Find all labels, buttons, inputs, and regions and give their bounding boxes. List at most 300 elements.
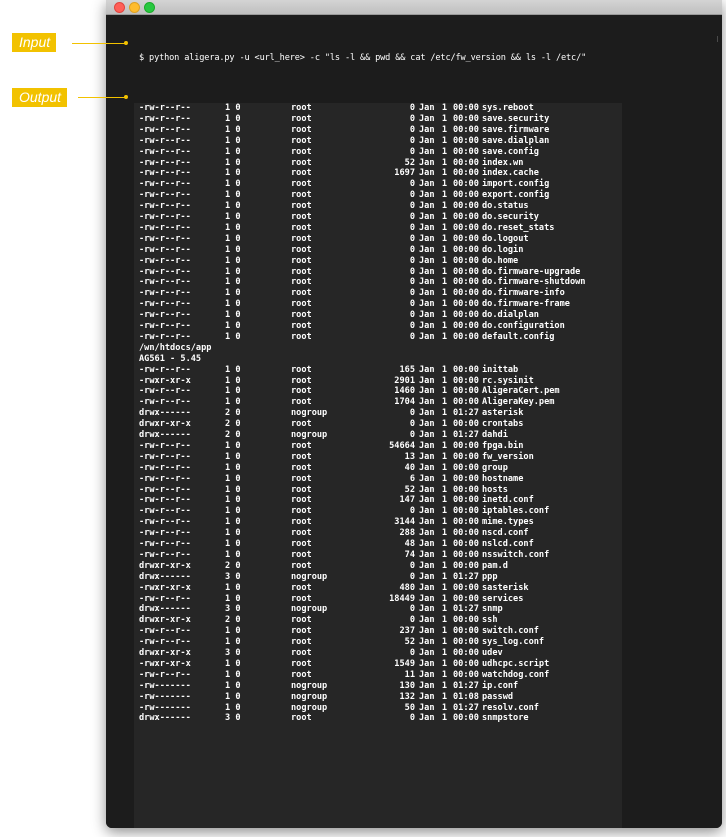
listing-perm-cell: drwx------ [139, 713, 191, 724]
listing-name-cell: ssh [482, 615, 498, 626]
listing-day-cell: 1 [441, 539, 447, 549]
listing-month-cell: Jan [419, 375, 435, 386]
listing-day-cell: 1 [441, 604, 447, 615]
window-titlebar [106, 0, 722, 15]
listing-links-cell: 1 0 [225, 310, 241, 321]
listing-perm-cell: -rw-r--r-- [139, 593, 191, 604]
listing-size-cell: 130 [399, 680, 415, 691]
listing-perm-cell: -rwxr-xr-x [139, 658, 191, 669]
listing-perm-cell: -rw------- [139, 702, 191, 713]
terminal-window [106, 0, 722, 828]
listing-time-cell: 00:00 [453, 375, 479, 386]
listing-day-cell: 1 [441, 364, 447, 375]
listing-day-cell: 1 [441, 571, 447, 582]
listing-size-cell: 2901 [394, 375, 415, 386]
listing-owner-cell: nogroup [291, 408, 328, 419]
listing-day-cell: 1 [441, 430, 447, 440]
listing-links-cell: 3 0 [225, 604, 241, 615]
listing-day-cell: 1 [441, 462, 447, 473]
listing-day-cell: 1 [441, 201, 447, 212]
listing-month-cell: Jan [419, 244, 435, 255]
listing-owner-cell: root [291, 266, 312, 277]
listing-month-cell: Jan [419, 397, 435, 408]
listing-name-cell: do.logout [482, 233, 529, 244]
listing-day-cell: 1 [441, 212, 447, 222]
listing-owner-cell: root [291, 626, 312, 637]
listing-size-cell: 3144 [394, 517, 415, 528]
listing-month-cell: Jan [419, 658, 435, 669]
listing-perm-cell: -rw-r--r-- [139, 549, 191, 560]
listing-perm-cell: drwx------ [139, 604, 191, 615]
listing-owner-cell: nogroup [291, 604, 328, 615]
listing-perm-cell: -rw-r--r-- [139, 113, 191, 124]
listing-size-cell: 288 [399, 528, 415, 539]
listing-month-cell: Jan [419, 560, 435, 571]
listing-perm-cell: -rwxr-xr-x [139, 375, 191, 386]
listing-month-cell: Jan [419, 430, 435, 440]
listing-links-cell: 1 0 [225, 113, 241, 124]
listing-month-cell: Jan [419, 212, 435, 222]
listing-month-cell: Jan [419, 506, 435, 517]
listing-perm-cell: drwxr-xr-x [139, 419, 191, 430]
listing-size-cell: 237 [399, 626, 415, 637]
listing-name-cell: do.firmware-upgrade [482, 266, 581, 277]
listing-name-cell: rc.sysinit [482, 375, 534, 386]
listing-size-cell: 1704 [394, 397, 415, 408]
listing-day-cell: 1 [441, 713, 447, 724]
listing-time-cell: 00:00 [453, 135, 479, 146]
listing-links-cell: 1 0 [225, 397, 241, 408]
listing-month-cell: Jan [419, 593, 435, 604]
listing-size-cell: 132 [399, 691, 415, 702]
listing-links-cell: 1 0 [225, 702, 241, 713]
listing-links-cell: 1 0 [225, 266, 241, 277]
listing-size-cell: 147 [399, 495, 415, 506]
listing-day-cell: 1 [441, 255, 447, 266]
listing-owner-cell: root [291, 321, 312, 331]
listing-owner-cell: root [291, 168, 312, 179]
listing-perm-cell: -rw-r--r-- [139, 539, 191, 549]
listing-day-cell: 1 [441, 331, 447, 342]
listing-day-cell: 1 [441, 124, 447, 135]
listing-month-cell: Jan [419, 528, 435, 539]
listing-time-cell: 00:00 [453, 321, 479, 331]
listing-name-cell: save.config [482, 146, 539, 157]
listing-time-cell: 00:00 [453, 637, 479, 648]
listing-perm-cell: drwxr-xr-x [139, 615, 191, 626]
listing-name-cell: default.config [482, 331, 555, 342]
output-annotation-line [78, 97, 126, 98]
listing-perm-cell: -rw-r--r-- [139, 222, 191, 233]
listing-month-cell: Jan [419, 233, 435, 244]
listing-links-cell: 1 0 [225, 364, 241, 375]
listing-name-cell: index.wn [482, 157, 524, 168]
listing-day-cell: 1 [441, 637, 447, 648]
listing-day-cell: 1 [441, 560, 447, 571]
listing-day-cell: 1 [441, 103, 447, 113]
listing-day-cell: 1 [441, 506, 447, 517]
listing-owner-cell: root [291, 146, 312, 157]
listing-month-cell: Jan [419, 255, 435, 266]
listing-name-cell: iptables.conf [482, 506, 550, 517]
listing-links-cell: 1 0 [225, 168, 241, 179]
listing-name-cell: nsswitch.conf [482, 549, 550, 560]
listing-links-cell: 1 0 [225, 135, 241, 146]
listing-day-cell: 1 [441, 549, 447, 560]
listing-links-cell: 2 0 [225, 615, 241, 626]
listing-time-cell: 01:27 [453, 408, 479, 419]
listing-links-cell: 1 0 [225, 473, 241, 484]
listing-links-cell: 1 0 [225, 157, 241, 168]
listing-owner-cell: root [291, 648, 312, 658]
listing-day-cell: 1 [441, 190, 447, 201]
listing-time-cell: 00:00 [453, 288, 479, 299]
listing-size-cell: 0 [409, 222, 415, 233]
listing-name-cell: snmpstore [482, 713, 529, 724]
listing-name-cell: sys_log.conf [482, 637, 545, 648]
listing-name-cell: udhcpc.script [482, 658, 550, 669]
listing-time-cell: 00:00 [453, 386, 479, 397]
listing-month-cell: Jan [419, 124, 435, 135]
listing-size-cell: 0 [409, 212, 415, 222]
fw-version-output: AG561 - 5.45 [139, 353, 202, 364]
listing-perm-cell: -rw-r--r-- [139, 473, 191, 484]
listing-links-cell: 3 0 [225, 648, 241, 658]
listing-size-cell: 74 [404, 549, 415, 560]
listing-perm-cell: -rw-r--r-- [139, 517, 191, 528]
listing-name-cell: do.firmware-frame [482, 299, 570, 310]
listing-links-cell: 1 0 [225, 331, 241, 342]
listing-time-cell: 00:00 [453, 124, 479, 135]
listing-perm-cell: drwx------ [139, 408, 191, 419]
listing-owner-cell: root [291, 615, 312, 626]
listing-owner-cell: root [291, 451, 312, 462]
minimize-window-button[interactable] [129, 2, 140, 13]
listing-owner-cell: root [291, 386, 312, 397]
listing-name-cell: do.configuration [482, 321, 565, 331]
listing-day-cell: 1 [441, 680, 447, 691]
listing-day-cell: 1 [441, 495, 447, 506]
listing-day-cell: 1 [441, 375, 447, 386]
listing-perm-cell: -rw-r--r-- [139, 310, 191, 321]
listing-links-cell: 2 0 [225, 408, 241, 419]
listing-owner-cell: root [291, 124, 312, 135]
listing-month-cell: Jan [419, 266, 435, 277]
listing-time-cell: 00:00 [453, 462, 479, 473]
listing-links-cell: 1 0 [225, 680, 241, 691]
listing-time-cell: 01:27 [453, 702, 479, 713]
listing-month-cell: Jan [419, 321, 435, 331]
listing-name-cell: sys.reboot [482, 103, 534, 113]
listing-month-cell: Jan [419, 582, 435, 593]
listing-perm-cell: -rw-r--r-- [139, 299, 191, 310]
listing-day-cell: 1 [441, 615, 447, 626]
listing-size-cell: 0 [409, 244, 415, 255]
listing-owner-cell: nogroup [291, 430, 328, 440]
listing-day-cell: 1 [441, 310, 447, 321]
listing-time-cell: 00:00 [453, 517, 479, 528]
listing-owner-cell: root [291, 201, 312, 212]
listing-name-cell: save.security [482, 113, 550, 124]
listing-month-cell: Jan [419, 604, 435, 615]
listing-month-cell: Jan [419, 669, 435, 680]
listing-perm-cell: -rw-r--r-- [139, 397, 191, 408]
listing-day-cell: 1 [441, 397, 447, 408]
listing-day-cell: 1 [441, 451, 447, 462]
listing-day-cell: 1 [441, 626, 447, 637]
listing-links-cell: 1 0 [225, 190, 241, 201]
listing-links-cell: 1 0 [225, 233, 241, 244]
listing-perm-cell: -rwxr-xr-x [139, 582, 191, 593]
listing-name-cell: passwd [482, 691, 514, 702]
listing-month-cell: Jan [419, 299, 435, 310]
listing-size-cell: 6 [409, 473, 415, 484]
listing-links-cell: 3 0 [225, 571, 241, 582]
listing-month-cell: Jan [419, 637, 435, 648]
input-annotation-line [72, 43, 126, 44]
listing-links-cell: 1 0 [225, 222, 241, 233]
listing-name-cell: pam.d [482, 560, 508, 571]
listing-links-cell: 1 0 [225, 103, 241, 113]
listing-name-cell: hosts [482, 484, 508, 495]
listing-links-cell: 2 0 [225, 419, 241, 430]
listing-owner-cell: root [291, 364, 312, 375]
scroll-indicator [717, 36, 718, 42]
listing-links-cell: 1 0 [225, 549, 241, 560]
listing-links-cell: 1 0 [225, 179, 241, 190]
listing-size-cell: 0 [409, 506, 415, 517]
listing-time-cell: 00:00 [453, 179, 479, 190]
listing-size-cell: 11 [404, 669, 415, 680]
listing-owner-cell: root [291, 190, 312, 201]
listing-owner-cell: root [291, 506, 312, 517]
listing-owner-cell: nogroup [291, 680, 328, 691]
listing-name-cell: do.status [482, 201, 529, 212]
listing-name-cell: do.home [482, 255, 519, 266]
listing-time-cell: 01:27 [453, 604, 479, 615]
listing-perm-cell: -rw-r--r-- [139, 255, 191, 266]
listing-owner-cell: root [291, 222, 312, 233]
listing-month-cell: Jan [419, 419, 435, 430]
listing-month-cell: Jan [419, 288, 435, 299]
listing-size-cell: 0 [409, 408, 415, 419]
listing-name-cell: import.config [482, 179, 550, 190]
listing-perm-cell: -rw-r--r-- [139, 495, 191, 506]
listing-perm-cell: -rw-r--r-- [139, 331, 191, 342]
listing-links-cell: 1 0 [225, 375, 241, 386]
listing-name-cell: services [482, 593, 524, 604]
listing-size-cell: 50 [404, 702, 415, 713]
listing-owner-cell: root [291, 244, 312, 255]
listing-day-cell: 1 [441, 473, 447, 484]
listing-name-cell: dahdi [482, 430, 508, 440]
zoom-window-button[interactable] [144, 2, 155, 13]
listing-links-cell: 1 0 [225, 244, 241, 255]
listing-name-cell: sasterisk [482, 582, 529, 593]
listing-owner-cell: root [291, 582, 312, 593]
listing-time-cell: 00:00 [453, 648, 479, 658]
listing-perm-cell: -rw-r--r-- [139, 277, 191, 288]
listing-links-cell: 1 0 [225, 691, 241, 702]
listing-day-cell: 1 [441, 113, 447, 124]
listing-time-cell: 00:00 [453, 495, 479, 506]
listing-month-cell: Jan [419, 113, 435, 124]
listing-links-cell: 1 0 [225, 637, 241, 648]
listing-month-cell: Jan [419, 103, 435, 113]
listing-links-cell: 1 0 [225, 201, 241, 212]
listing-owner-cell: root [291, 669, 312, 680]
listing-owner-cell: root [291, 549, 312, 560]
listing-time-cell: 00:00 [453, 222, 479, 233]
listing-day-cell: 1 [441, 222, 447, 233]
terminal-body[interactable] [106, 15, 722, 828]
listing-links-cell: 1 0 [225, 484, 241, 495]
listing-perm-cell: -rw-r--r-- [139, 103, 191, 113]
listing-day-cell: 1 [441, 484, 447, 495]
listing-size-cell: 54664 [389, 440, 415, 451]
listing-links-cell: 1 0 [225, 517, 241, 528]
listing-size-cell: 0 [409, 615, 415, 626]
listing-month-cell: Jan [419, 549, 435, 560]
listing-links-cell: 1 0 [225, 539, 241, 549]
listing-time-cell: 00:00 [453, 113, 479, 124]
listing-size-cell: 0 [409, 135, 415, 146]
listing-time-cell: 00:00 [453, 451, 479, 462]
listing-size-cell: 0 [409, 233, 415, 244]
listing-links-cell: 1 0 [225, 626, 241, 637]
listing-perm-cell: -rw-r--r-- [139, 669, 191, 680]
listing-links-cell: 1 0 [225, 299, 241, 310]
listing-time-cell: 00:00 [453, 528, 479, 539]
listing-name-cell: do.login [482, 244, 524, 255]
listing-name-cell: resolv.conf [482, 702, 539, 713]
listing-owner-cell: root [291, 462, 312, 473]
listing-month-cell: Jan [419, 539, 435, 549]
listing-time-cell: 00:00 [453, 277, 479, 288]
listing-size-cell: 0 [409, 571, 415, 582]
listing-name-cell: fw_version [482, 451, 534, 462]
listing-perm-cell: drwxr-xr-x [139, 648, 191, 658]
listing-owner-cell: root [291, 517, 312, 528]
listing-name-cell: do.reset_stats [482, 222, 555, 233]
listing-perm-cell: drwx------ [139, 571, 191, 582]
listing-time-cell: 00:00 [453, 266, 479, 277]
listing-time-cell: 00:00 [453, 201, 479, 212]
listing-perm-cell: -rw------- [139, 691, 191, 702]
listing-perm-cell: -rw-r--r-- [139, 626, 191, 637]
listing-month-cell: Jan [419, 386, 435, 397]
listing-size-cell: 0 [409, 321, 415, 331]
listing-owner-cell: root [291, 103, 312, 113]
listing-day-cell: 1 [441, 179, 447, 190]
listing-owner-cell: root [291, 419, 312, 430]
listing-day-cell: 1 [441, 419, 447, 430]
listing-perm-cell: -rw-r--r-- [139, 451, 191, 462]
listing-size-cell: 0 [409, 255, 415, 266]
listing-owner-cell: root [291, 637, 312, 648]
listing-size-cell: 1460 [394, 386, 415, 397]
listing-time-cell: 00:00 [453, 473, 479, 484]
listing-owner-cell: root [291, 288, 312, 299]
listing-perm-cell: -rw-r--r-- [139, 484, 191, 495]
listing-owner-cell: root [291, 495, 312, 506]
listing-perm-cell: -rw-r--r-- [139, 212, 191, 222]
listing-links-cell: 1 0 [225, 506, 241, 517]
listing-month-cell: Jan [419, 146, 435, 157]
listing-month-cell: Jan [419, 484, 435, 495]
input-annotation-dot [124, 41, 128, 45]
listing-links-cell: 1 0 [225, 528, 241, 539]
listing-month-cell: Jan [419, 190, 435, 201]
listing-size-cell: 1549 [394, 658, 415, 669]
listing-owner-cell: root [291, 331, 312, 342]
listing-name-cell: save.firmware [482, 124, 550, 135]
listing-time-cell: 00:00 [453, 168, 479, 179]
listing-month-cell: Jan [419, 222, 435, 233]
listing-owner-cell: root [291, 375, 312, 386]
listing-month-cell: Jan [419, 179, 435, 190]
output-annotation-dot [124, 95, 128, 99]
listing-day-cell: 1 [441, 691, 447, 702]
listing-month-cell: Jan [419, 310, 435, 321]
listing-links-cell: 1 0 [225, 440, 241, 451]
listing-size-cell: 0 [409, 113, 415, 124]
listing-time-cell: 00:00 [453, 190, 479, 201]
listing-links-cell: 1 0 [225, 146, 241, 157]
listing-perm-cell: -rw------- [139, 680, 191, 691]
listing-size-cell: 0 [409, 201, 415, 212]
listing-month-cell: Jan [419, 168, 435, 179]
listing-time-cell: 01:27 [453, 571, 479, 582]
listing-month-cell: Jan [419, 462, 435, 473]
listing-owner-cell: root [291, 157, 312, 168]
listing-size-cell: 0 [409, 713, 415, 724]
listing-owner-cell: nogroup [291, 702, 328, 713]
listing-size-cell: 0 [409, 331, 415, 342]
listing-size-cell: 0 [409, 146, 415, 157]
listing-owner-cell: root [291, 179, 312, 190]
listing-name-cell: group [482, 462, 508, 473]
listing-links-cell: 1 0 [225, 288, 241, 299]
listing-day-cell: 1 [441, 277, 447, 288]
listing-owner-cell: root [291, 233, 312, 244]
listing-size-cell: 0 [409, 277, 415, 288]
listing-month-cell: Jan [419, 440, 435, 451]
listing-owner-cell: root [291, 277, 312, 288]
listing-day-cell: 1 [441, 288, 447, 299]
listing-time-cell: 00:00 [453, 233, 479, 244]
listing-owner-cell: root [291, 299, 312, 310]
listing-perm-cell: -rw-r--r-- [139, 386, 191, 397]
listing-links-cell: 2 0 [225, 430, 241, 440]
close-window-button[interactable] [114, 2, 125, 13]
input-annotation-label: Input [12, 33, 56, 52]
listing-size-cell: 0 [409, 103, 415, 113]
listing-day-cell: 1 [441, 157, 447, 168]
listing-perm-cell: -rw-r--r-- [139, 168, 191, 179]
listing-time-cell: 00:00 [453, 506, 479, 517]
listing-day-cell: 1 [441, 593, 447, 604]
listing-name-cell: ip.conf [482, 680, 519, 691]
listing-links-cell: 1 0 [225, 124, 241, 135]
listing-day-cell: 1 [441, 440, 447, 451]
listing-owner-cell: root [291, 539, 312, 549]
listing-name-cell: udev [482, 648, 503, 658]
listing-day-cell: 1 [441, 299, 447, 310]
listing-month-cell: Jan [419, 473, 435, 484]
listing-time-cell: 00:00 [453, 658, 479, 669]
listing-name-cell: crontabs [482, 419, 524, 430]
